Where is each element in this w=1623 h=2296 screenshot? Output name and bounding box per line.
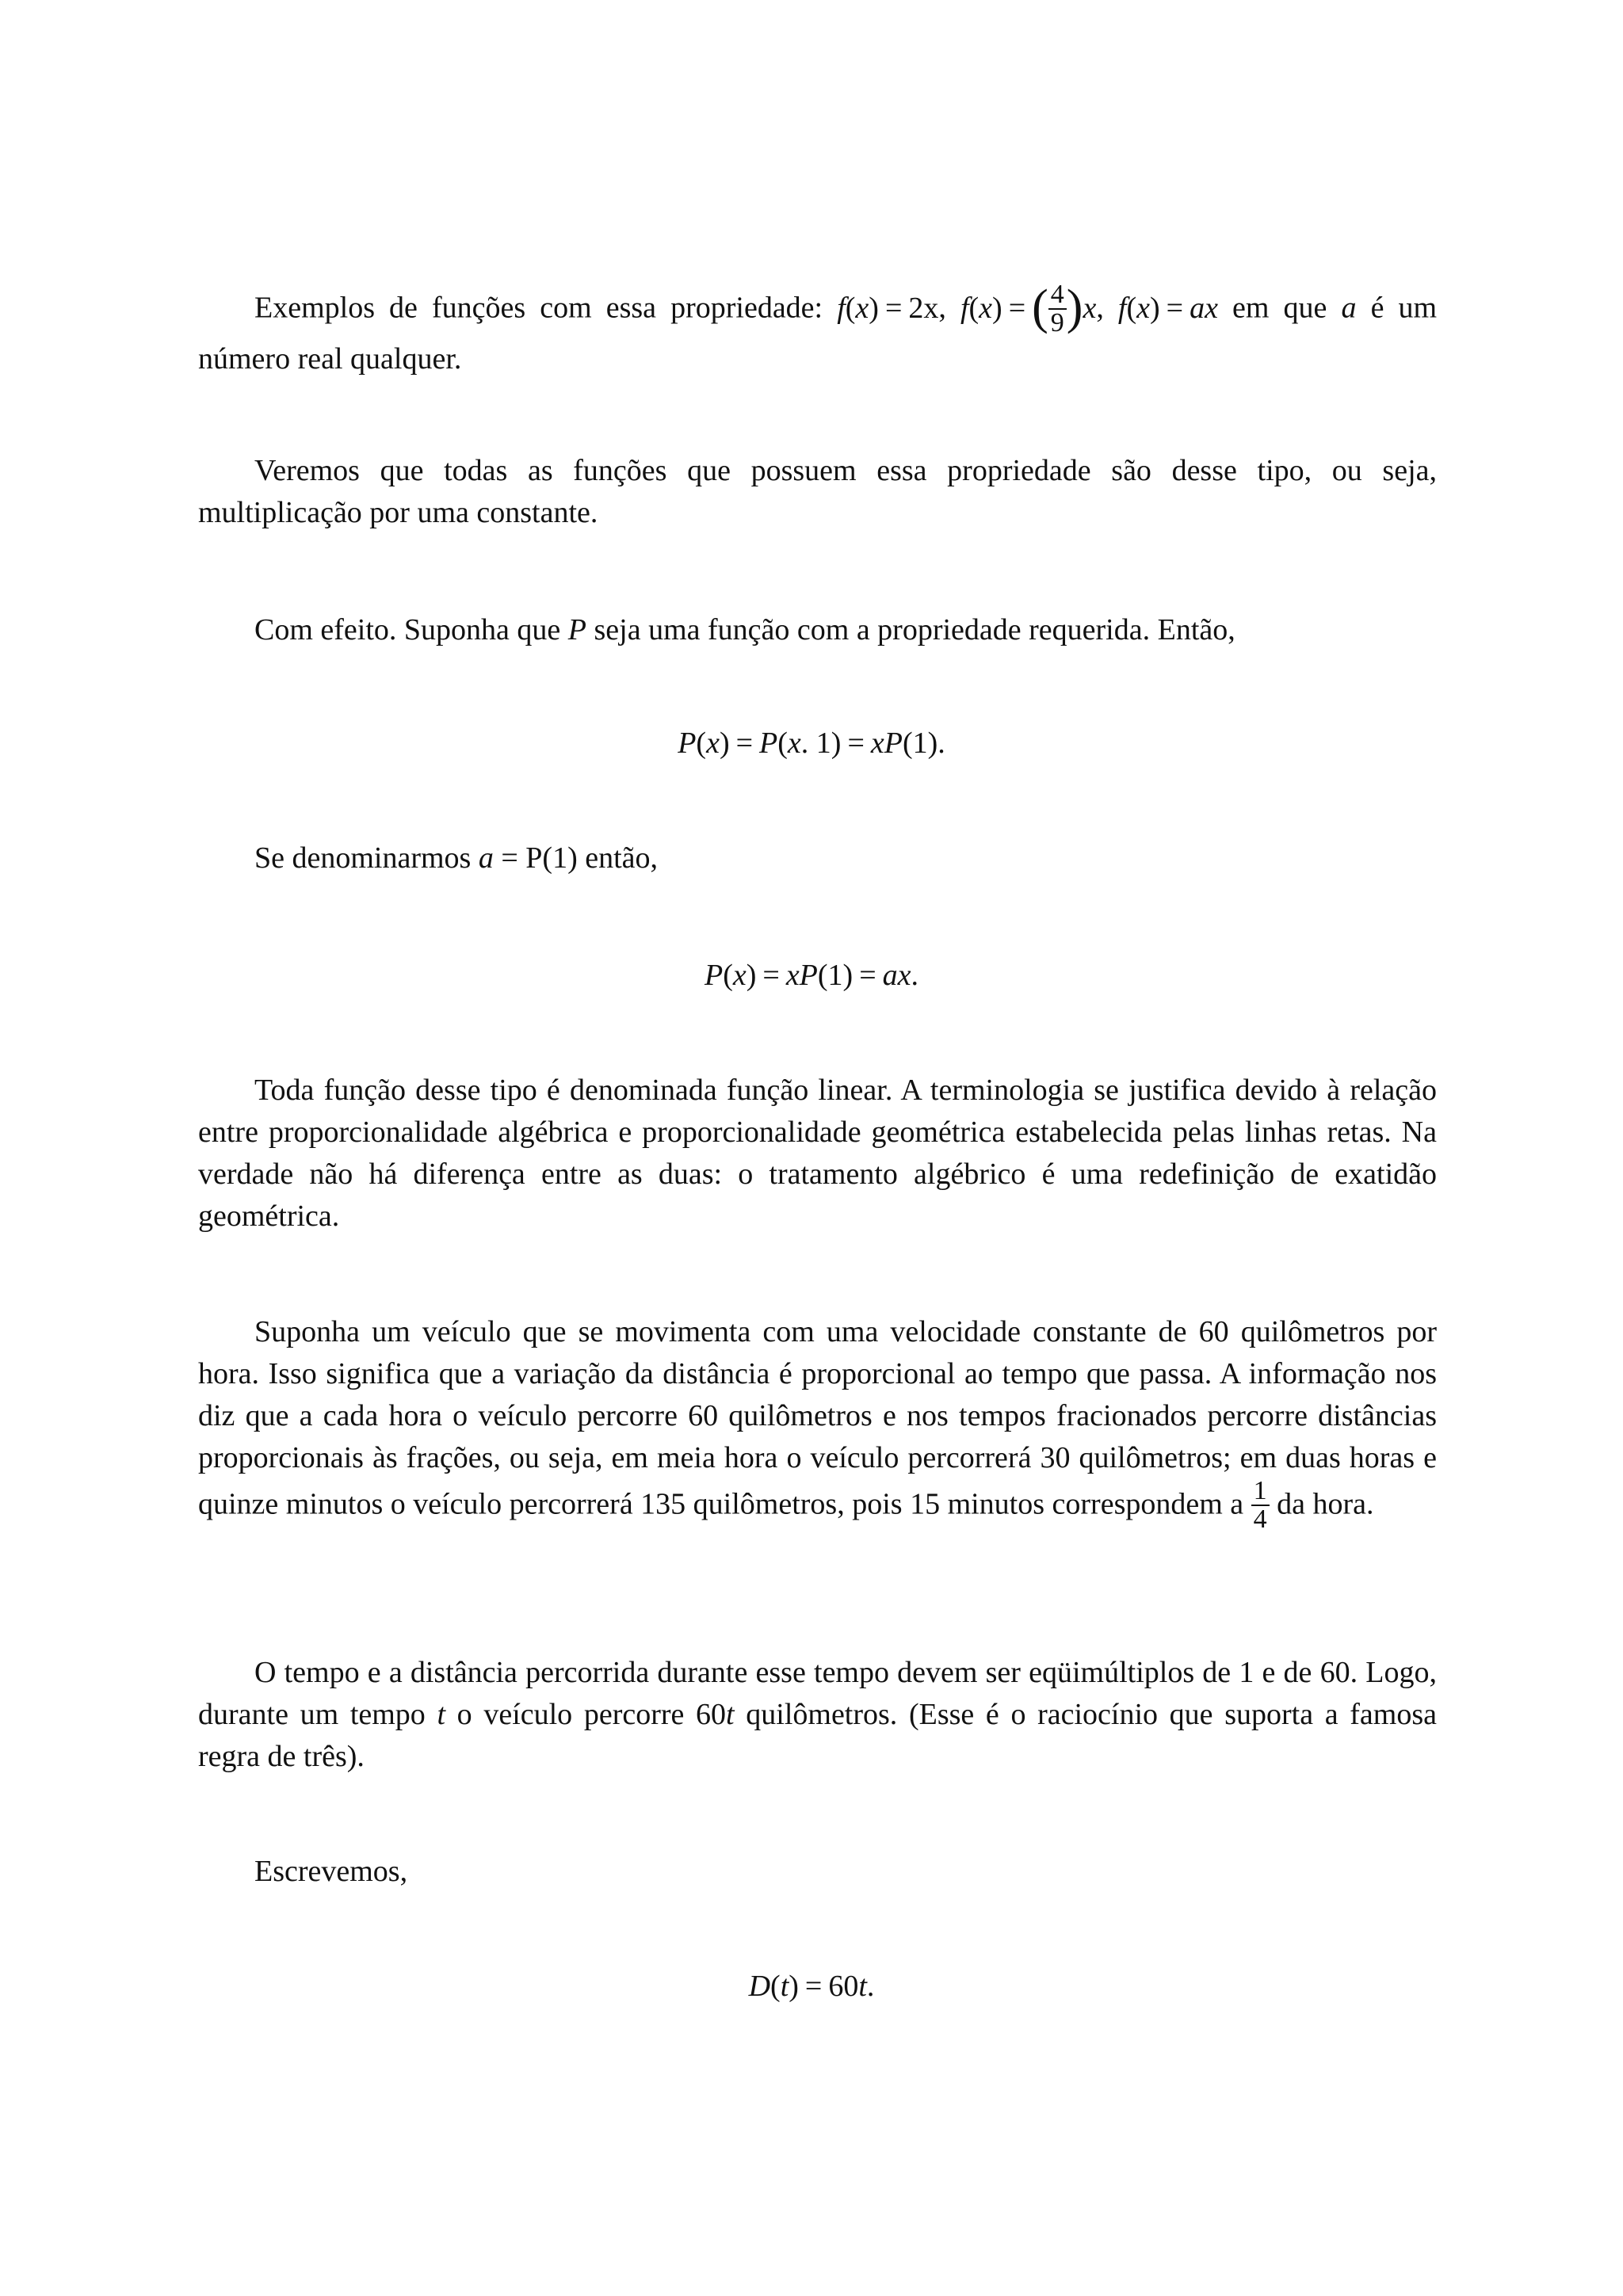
- paragraph-constant-multiplication: [198, 450, 1437, 534]
- paragraph-linear-function: [198, 1070, 1437, 1238]
- examples-mid: em que: [1232, 291, 1327, 325]
- var-a: a: [478, 841, 494, 875]
- text-after: seja uma função com a propriedade requerida. Então,: [594, 613, 1235, 646]
- paragraph-text: Veremos que todas as funções que possuem essa propriedade são desse tipo, ou seja, multiplicação por uma constante.: [198, 454, 1437, 529]
- paragraph-equimultiples: [198, 1652, 1437, 1778]
- text-mid: = P(1): [501, 841, 578, 875]
- paragraph-vehicle: [198, 1311, 1437, 1535]
- paragraph-end: da hora.: [1277, 1487, 1374, 1521]
- fraction-one-quarter: $\frac{1}{4}$: [1251, 1478, 1270, 1533]
- text-before: Se denominarmos: [254, 841, 472, 875]
- var-p: P: [567, 613, 586, 646]
- text-after: quilômetros. (Esse é o raciocínio que suporta a famosa regra de três).: [198, 1698, 1437, 1773]
- var-t: t: [726, 1698, 735, 1731]
- equation-p-x: P(x) = P(x. 1) = xP(1).: [678, 727, 945, 760]
- paragraph-we-write: [198, 1851, 1437, 1893]
- var-a: a: [1341, 291, 1357, 325]
- paragraph-suppose-p: [198, 609, 1437, 651]
- paragraph-text: Toda função desse tipo é denominada função linear. A terminologia se justifica devido à relação entre proporcionalidade algébrica e proporcionalidade geométrica estabelecida pelas linhas retas. Na verdade não há diferença entre as duas: o tratamento algébrico é uma redefinição de exatidão geométrica.: [198, 1074, 1437, 1233]
- paragraph-denominate-a: [198, 837, 1437, 879]
- fraction-four-ninths: $\frac{4}{9}$: [1048, 281, 1067, 337]
- text-before: Com efeito. Suponha que: [254, 613, 561, 646]
- paragraph-text: Escrevemos,: [254, 1855, 408, 1888]
- paragraph-text: Suponha um veículo que se movimenta com uma velocidade constante de 60 quilômetros por hora. Isso significa que a variação da distância é proporcional ao tempo que passa. A informação nos diz que a cada hora o veículo percorre 60 quilômetros e nos tempos fracionados percorre distâncias proporcionais às frações, ou seja, em meia hora o veículo percorrerá 30 quilômetros; em duas horas e quinze minutos o veículo percorrerá 135 quilômetros, pois 15 minutos correspondem a: [198, 1315, 1437, 1521]
- examples-intro: Exemplos de funções com essa propriedade:: [254, 291, 823, 325]
- paragraph-function-examples: Exemplos de funções com essa propriedade: f(x) = 2x, f(x) = ( $\frac{4}{9}$ )x, f(x) = ax em que a é um número real qualquer.: [198, 280, 1438, 376]
- text-before: O tempo e a distância percorrida durante esse tempo devem ser eqüimúltiplos de 1 e de 60. Logo, durante um tempo: [198, 1656, 1437, 1731]
- equation-p-ax: P(x) = xP(1) = ax.: [704, 959, 919, 992]
- examples-end: é um número real qualquer.: [198, 291, 1438, 376]
- formula-f-frac: f(x) = ( $\frac{4}{9}$ )x: [960, 280, 1097, 338]
- equation-d-t: D(t) = 60t.: [748, 1970, 875, 2003]
- text-after: então,: [585, 841, 659, 875]
- text-mid: o veículo percorre 60: [456, 1698, 727, 1731]
- formula-f-ax: f(x) = ax: [1117, 291, 1218, 325]
- var-t: t: [437, 1698, 446, 1731]
- formula-f-2x: f(x) = 2x: [837, 291, 939, 325]
